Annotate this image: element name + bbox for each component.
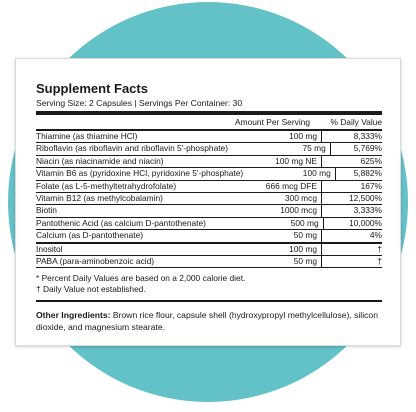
nutrient-dv: 4% [321,230,382,241]
nutrient-name: Biotin [36,205,57,216]
nutrient-dv: 167% [321,181,382,192]
nutrient-dv: 10,000% [323,218,382,229]
nutrient-amount: 50 mg [293,255,317,266]
nutrient-dv: 12,500% [321,193,382,204]
footnote-not-established: † Daily Value not established. [36,284,146,295]
supplement-facts-card [15,58,401,346]
nutrient-name: PABA (para-aminobenzoic acid) [36,255,155,266]
table-row [36,256,382,268]
table-row [36,168,382,180]
nutrient-amount: 1000 mcg [280,205,317,216]
serving-size: Serving Size: 2 Capsules [36,98,133,108]
nutrient-name: Vitamin B6 as (pyridoxine HCl, pyridoxine 5'-phosphate) [36,168,244,179]
nutrient-amount: 100 mg [289,243,317,254]
nutrient-amount: 300 mcg [284,192,317,203]
footnote-daily-value-basis: * Percent Daily Values are based on a 2,000 calorie diet. [36,273,246,284]
panel-title: Supplement Facts [36,81,148,96]
nutrient-name: Pantothenic Acid (as calcium D-pantothenate) [36,217,206,228]
table-row [36,218,382,230]
serving-divider: | [134,98,137,108]
nutrient-name: Riboflavin (as riboflavin and riboflavin 5'-phosphate) [36,143,229,154]
nutrient-dv: 8,333% [321,131,382,142]
other-ingredients [36,309,382,333]
header-amount: Amount Per Serving [235,117,310,127]
nutrient-dv: 625% [321,156,382,167]
nutrient-dv: † [321,244,382,255]
nutrient-dv: † [321,256,382,267]
nutrient-name: Calcium (as D-pantothenate) [36,230,144,241]
table-row [36,131,382,143]
servings-per-container: Servings Per Container: 30 [139,98,243,108]
table-row [36,193,382,205]
table-header [36,115,382,131]
nutrient-amount: 500 mg [290,217,319,228]
nutrient-amount: 50 mg [293,230,317,241]
nutrient-name: Inositol [36,243,63,254]
footnotes [36,273,382,295]
header-spacer [36,115,194,129]
nutrient-name: Niacin (as niacinamide and niacin) [36,155,164,166]
header-daily-value: % Daily Value [330,117,382,127]
table-row [36,205,382,217]
table-row [36,244,382,256]
nutrient-name: Vitamin B12 (as methylcobalamin) [36,192,163,203]
nutrient-dv: 5,769% [330,143,382,154]
nutrient-dv: 5,882% [335,168,382,179]
nutrient-amount: 75 mg [302,143,326,154]
nutrient-table [36,131,382,268]
supplement-facts-panel [36,81,382,333]
serving-info [36,97,382,109]
table-row [36,143,382,155]
nutrient-amount: 666 mcg DFE [265,180,317,191]
nutrient-amount: 100 mg [289,131,317,141]
other-ingredients-text: Brown rice flour, capsule shell (hydroxypropyl methylcellulose), silicon dioxide, and magnesium stearate. [36,310,378,333]
table-row [36,181,382,193]
table-row [36,230,382,243]
nutrient-amount: 100 mg [302,168,331,179]
nutrient-name: Folate (as L-5-methyltetrahydrofolate) [36,180,177,191]
other-ingredients-label: Other Ingredients: [36,310,111,321]
nutrient-amount: 100 mg NE [275,155,317,166]
bottom-divider [36,300,382,302]
nutrient-name: Thiamine (as thiamine HCl) [36,131,138,141]
table-row [36,156,382,168]
nutrient-dv: 3,333% [321,205,382,216]
